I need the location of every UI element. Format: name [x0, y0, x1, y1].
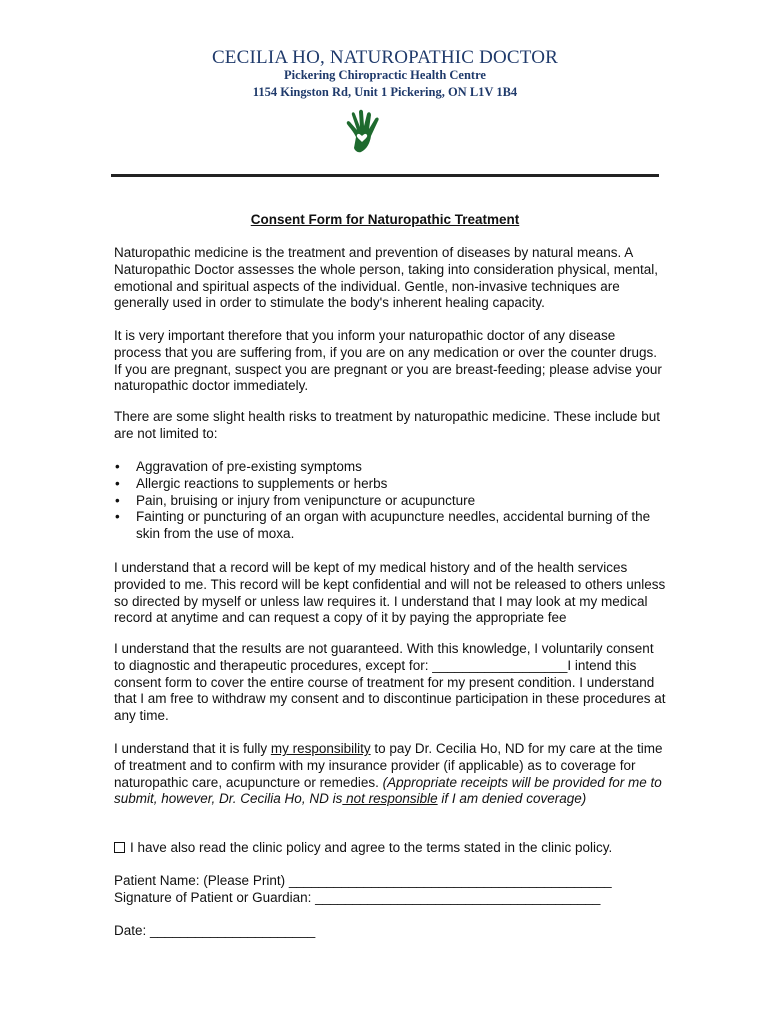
paragraph-text: Naturopathic medicine is the treatment and prevention of diseases by natural means. A Naturopathic Doctor assesses the whole person, taking into consideration physical, mental, emotional and spiritual aspects of the individual. Gentle, non-invasive techniques are generally used in order to stimulate the body's inherent healing capacity. — [114, 245, 659, 311]
signature-label: Signature of Patient or Guardian: — [114, 890, 316, 905]
intro-paragraph — [114, 245, 666, 312]
payment-paragraph — [114, 741, 666, 808]
bullet-icon: • — [115, 509, 120, 525]
list-item — [114, 509, 662, 543]
clinic-policy-agreement[interactable] — [114, 840, 612, 857]
form-title: Consent Form for Naturopathic Treatment — [250, 212, 520, 227]
paragraph-text: There are some slight health risks to treatment by naturopathic medicine. These include but are not limited to: — [114, 409, 661, 441]
bullet-icon: • — [115, 492, 120, 508]
payment-text-continued: to pay Dr. Cecilia Ho, ND for my care at the time of treatment and to confirm with my insurance provider (if applicable) as to coverage for naturopathic care, acupuncture or remedies. — [114, 741, 663, 790]
consent-paragraph — [114, 641, 666, 725]
patient-name-field[interactable]: ___________________________________________ — [288, 873, 612, 888]
patient-name-row — [114, 873, 612, 890]
signature-field[interactable]: ______________________________________ — [315, 890, 601, 905]
risk-list — [114, 459, 662, 543]
paragraph-text: I understand that a record will be kept of my medical history and of the health services provided to me. This record will be kept confidential and will not be released to others unless so directed by myself or unless law requires it. I understand that I may look at my medical record at anytime and can request a copy of it by paying the appropriate fee — [114, 560, 666, 626]
policy-agreement-label: I have also read the clinic policy and agree to the terms stated in the clinic policy. — [130, 840, 613, 855]
clinic-address: 1154 Kingston Rd, Unit 1 Pickering, ON L1V 1B4 — [252, 85, 518, 99]
policy-checkbox[interactable] — [114, 842, 125, 853]
paragraph-text — [114, 641, 666, 725]
risk-text: Pain, bruising or injury from venipuncture or acupuncture — [136, 492, 476, 508]
paragraph-text — [114, 741, 666, 808]
bullet-icon: • — [115, 475, 120, 491]
disclosure-paragraph — [114, 328, 666, 395]
list-item — [114, 459, 662, 476]
not-responsible-emphasis: not responsible — [342, 791, 438, 807]
exceptions-blank-field[interactable]: __________________I — [432, 657, 572, 673]
records-paragraph — [114, 560, 666, 627]
payment-text: I understand that it is fully — [114, 741, 271, 756]
risk-text: Fainting or puncturing of an organ with acupuncture needles, accidental burning of the skin from the use of moxa. — [136, 509, 651, 542]
list-item — [114, 493, 662, 510]
date-field[interactable]: ______________________ — [150, 923, 316, 938]
risk-text: Allergic reactions to supplements or herbs — [136, 475, 388, 491]
header-divider — [111, 174, 659, 177]
clinic-name: Pickering Chiropractic Health Centre — [284, 68, 486, 82]
receipts-note: (Appropriate receipts will be provided for me to submit, however, Dr. Cecilia Ho, ND is — [114, 774, 662, 807]
list-item — [114, 476, 662, 493]
risks-intro-paragraph — [114, 409, 666, 443]
bullet-icon: • — [115, 459, 120, 474]
date-label: Date: — [114, 923, 151, 938]
paragraph-text: It is very important therefore that you inform your naturopathic doctor of any disease process that you are suffering from, if you are on any medication or over the counter drugs. If you are pregnant, suspect you are pregnant or you are breast-feeding; please advise your naturopathic doctor immediately. — [114, 328, 662, 394]
signature-row — [114, 890, 600, 907]
patient-name-label: Patient Name: (Please Print) — [114, 873, 289, 888]
doctor-name: CECILIA HO, NATUROPATHIC DOCTOR — [211, 47, 559, 68]
consent-text-continued: intend this consent form to cover the entire course of treatment for my present condition. I understand that I am free to withdraw my consent and to discontinue participation in these procedures at any time. — [114, 657, 666, 724]
risk-text: Aggravation of pre-existing symptoms — [136, 459, 362, 474]
date-row — [114, 923, 315, 940]
hand-heart-icon — [343, 108, 389, 156]
responsibility-emphasis: my responsibility — [270, 741, 371, 756]
receipts-note-end: if I am denied coverage) — [437, 791, 587, 807]
consent-text: I understand that the results are not guaranteed. With this knowledge, I voluntarily consent to diagnostic and therapeutic procedures, except for: — [114, 641, 654, 673]
